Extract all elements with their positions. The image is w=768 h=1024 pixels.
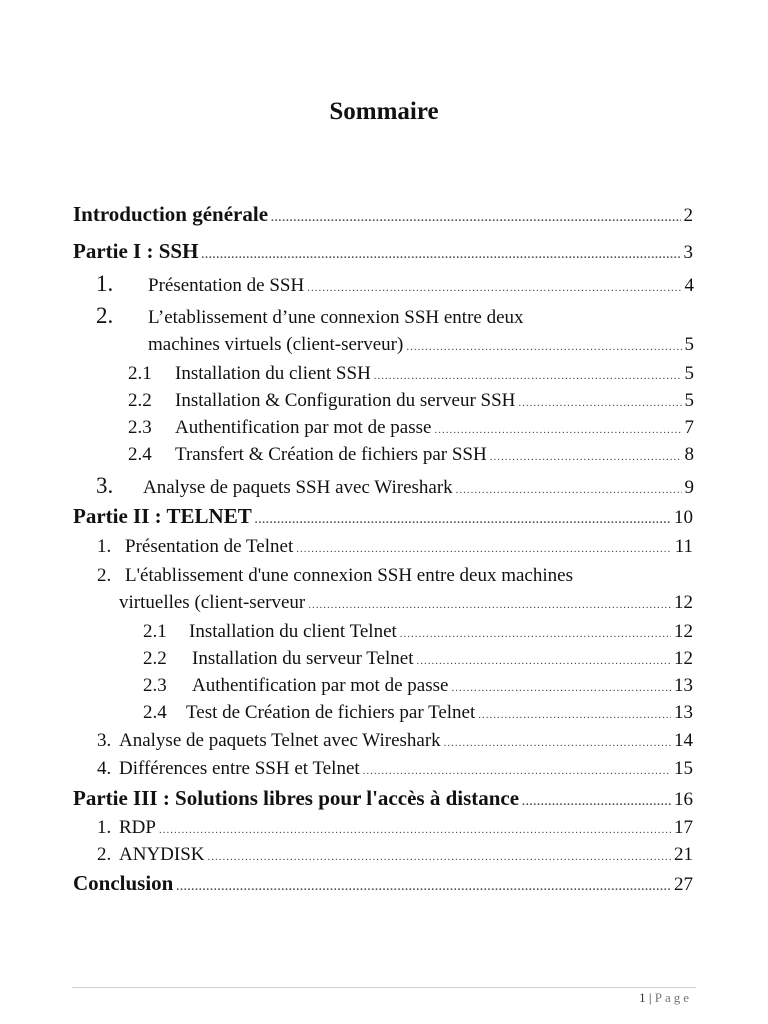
toc-page-number: 17 (674, 817, 693, 838)
page-title: Sommaire (329, 98, 439, 125)
toc-entry-ssh-password-auth[interactable] (128, 416, 694, 442)
toc-page-number: 4 (684, 275, 694, 296)
toc-entry-label: RDP (119, 817, 156, 838)
toc-leader-dots (363, 759, 671, 783)
toc-entry-telnet-server-install[interactable] (143, 647, 693, 673)
toc-entry-rdp[interactable] (97, 816, 693, 842)
toc-leader-dots (159, 818, 671, 842)
toc-entry-label: Partie II : TELNET (73, 504, 252, 528)
toc-page-number: 16 (674, 789, 693, 810)
toc-leader-dots (176, 875, 671, 899)
toc-entry-ssh-presentation[interactable] (96, 272, 694, 300)
toc-page-number: 7 (684, 417, 694, 438)
toc-entry-number: 1. (97, 817, 112, 838)
toc-leader-dots (417, 649, 671, 673)
toc-page-number: 3 (683, 242, 693, 263)
footer-separator: | (648, 990, 652, 1005)
toc-entry-telnet-connection[interactable] (97, 564, 693, 588)
toc-entry-ssh-vs-telnet[interactable] (97, 757, 693, 783)
toc-entry-anydisk[interactable] (97, 843, 693, 869)
toc-entry-label: Partie III : Solutions libres pour l'accès à distance (73, 786, 520, 810)
toc-entry-label-line2: machines virtuels (client-serveur) (148, 334, 404, 355)
toc-page-number: 8 (684, 444, 694, 465)
footer-divider (72, 987, 696, 988)
toc-page-number: 12 (674, 592, 693, 613)
toc-entry-part3[interactable] (73, 786, 693, 814)
toc-page-number: 5 (684, 390, 694, 411)
toc-entry-label-line2: virtuelles (client-serveur (119, 592, 306, 613)
toc-entry-ssh-connection[interactable] (96, 304, 694, 330)
toc-entry-label: Analyse de paquets SSH avec Wireshark (143, 477, 453, 498)
toc-entry-ssh-server-install[interactable] (128, 389, 694, 415)
toc-leader-dots (374, 364, 682, 388)
toc-page-number: 12 (674, 648, 693, 669)
toc-leader-dots (271, 206, 680, 230)
toc-entry-ssh-wireshark[interactable] (96, 474, 694, 502)
footer-page-number: 1 (639, 990, 646, 1005)
toc-leader-dots (444, 731, 671, 755)
toc-leader-dots (490, 445, 682, 469)
toc-entry-label: Installation du client SSH (175, 363, 371, 384)
toc-page-number: 11 (674, 536, 693, 557)
toc-entry-part1[interactable] (73, 239, 693, 267)
toc-entry-number: 2.4 (128, 444, 152, 465)
toc-page-number: 13 (674, 702, 693, 723)
toc-entry-number: 2. (97, 844, 112, 865)
toc-entry-number: 3. (96, 473, 114, 498)
toc-entry-number: 3. (97, 730, 112, 751)
toc-entry-label: Authentification par mot de passe (192, 675, 449, 696)
toc-entry-label: Partie I : SSH (73, 239, 199, 263)
toc-entry-part2[interactable] (73, 504, 693, 532)
toc-leader-dots (308, 593, 671, 617)
toc-page-number: 5 (684, 334, 694, 355)
toc-entry-label: Authentification par mot de passe (175, 417, 432, 438)
toc-entry-number: 2.3 (128, 417, 152, 438)
toc-page-number: 9 (684, 477, 694, 498)
toc-entry-number: 2. (97, 565, 112, 586)
toc-leader-dots (255, 508, 671, 532)
toc-page-number: 13 (674, 675, 693, 696)
toc-entry-label: Présentation de Telnet (125, 536, 294, 557)
toc-page-number: 5 (684, 363, 694, 384)
toc-entry-telnet-password-auth[interactable] (143, 674, 693, 700)
toc-page-number: 10 (674, 507, 693, 528)
toc-entry-label: Transfert & Création de fichiers par SSH (175, 444, 487, 465)
toc-leader-dots (518, 391, 681, 415)
toc-entry-number: 2.2 (128, 390, 152, 411)
page-footer (639, 990, 692, 1006)
toc-entry-label: Installation du serveur Telnet (192, 648, 414, 669)
toc-entry-label: Introduction générale (73, 202, 269, 226)
toc-entry-number: 1. (97, 536, 112, 557)
toc-entry-ssh-file-transfer[interactable] (128, 443, 694, 469)
toc-entry-label: Installation du client Telnet (189, 621, 397, 642)
toc-entry-ssh-client-install[interactable] (128, 362, 694, 388)
toc-entry-number: 2.4 (143, 702, 167, 723)
toc-entry-label: Présentation de SSH (148, 275, 305, 296)
toc-entry-telnet-wireshark[interactable] (97, 729, 693, 755)
toc-leader-dots (296, 537, 671, 561)
toc-leader-dots (208, 845, 672, 869)
toc-entry-label-line1: L'établissement d'une connexion SSH entre deux machines (125, 565, 573, 586)
footer-page-label: Page (654, 990, 692, 1005)
toc-entry-label: Test de Création de fichiers par Telnet (186, 702, 476, 723)
toc-entry-telnet-file-test[interactable] (143, 701, 693, 727)
toc-page-number: 14 (674, 730, 693, 751)
toc-leader-dots (406, 335, 681, 359)
toc-leader-dots (456, 478, 682, 502)
toc-entry-number: 2.1 (143, 621, 167, 642)
toc-entry-ssh-connection-cont[interactable] (148, 333, 694, 359)
toc-page-number: 12 (674, 621, 693, 642)
toc-entry-telnet-client-install[interactable] (143, 620, 693, 646)
toc-entry-number: 2.3 (143, 675, 167, 696)
toc-entry-number: 2.2 (143, 648, 167, 669)
toc-page-number: 2 (683, 205, 693, 226)
toc-entry-number: 1. (96, 271, 114, 296)
toc-entry-introduction[interactable] (73, 202, 693, 230)
toc-leader-dots (400, 622, 671, 646)
toc-entry-number: 2.1 (128, 363, 152, 384)
toc-entry-label: Différences entre SSH et Telnet (119, 758, 360, 779)
toc-entry-label: Analyse de paquets Telnet avec Wireshark (119, 730, 441, 751)
toc-entry-label: Conclusion (73, 871, 174, 895)
toc-entry-telnet-presentation[interactable] (97, 535, 693, 561)
toc-entry-label-line1: L’etablissement d’une connexion SSH entre deux (148, 307, 524, 328)
toc-leader-dots (451, 676, 671, 700)
toc-entry-number: 2. (96, 303, 114, 328)
toc-entry-label: Installation & Configuration du serveur SSH (175, 390, 516, 411)
toc-leader-dots (522, 790, 671, 814)
toc-entry-label: ANYDISK (119, 844, 205, 865)
toc-entry-conclusion[interactable] (73, 871, 693, 899)
toc-leader-dots (307, 276, 681, 300)
toc-entry-telnet-connection-cont[interactable] (119, 591, 693, 617)
toc-entry-number: 4. (97, 758, 112, 779)
toc-leader-dots (478, 703, 671, 727)
toc-page-number: 15 (674, 758, 693, 779)
toc-leader-dots (434, 418, 681, 442)
toc-page-number: 21 (674, 844, 693, 865)
toc-leader-dots (201, 243, 680, 267)
toc-page-number: 27 (674, 874, 693, 895)
